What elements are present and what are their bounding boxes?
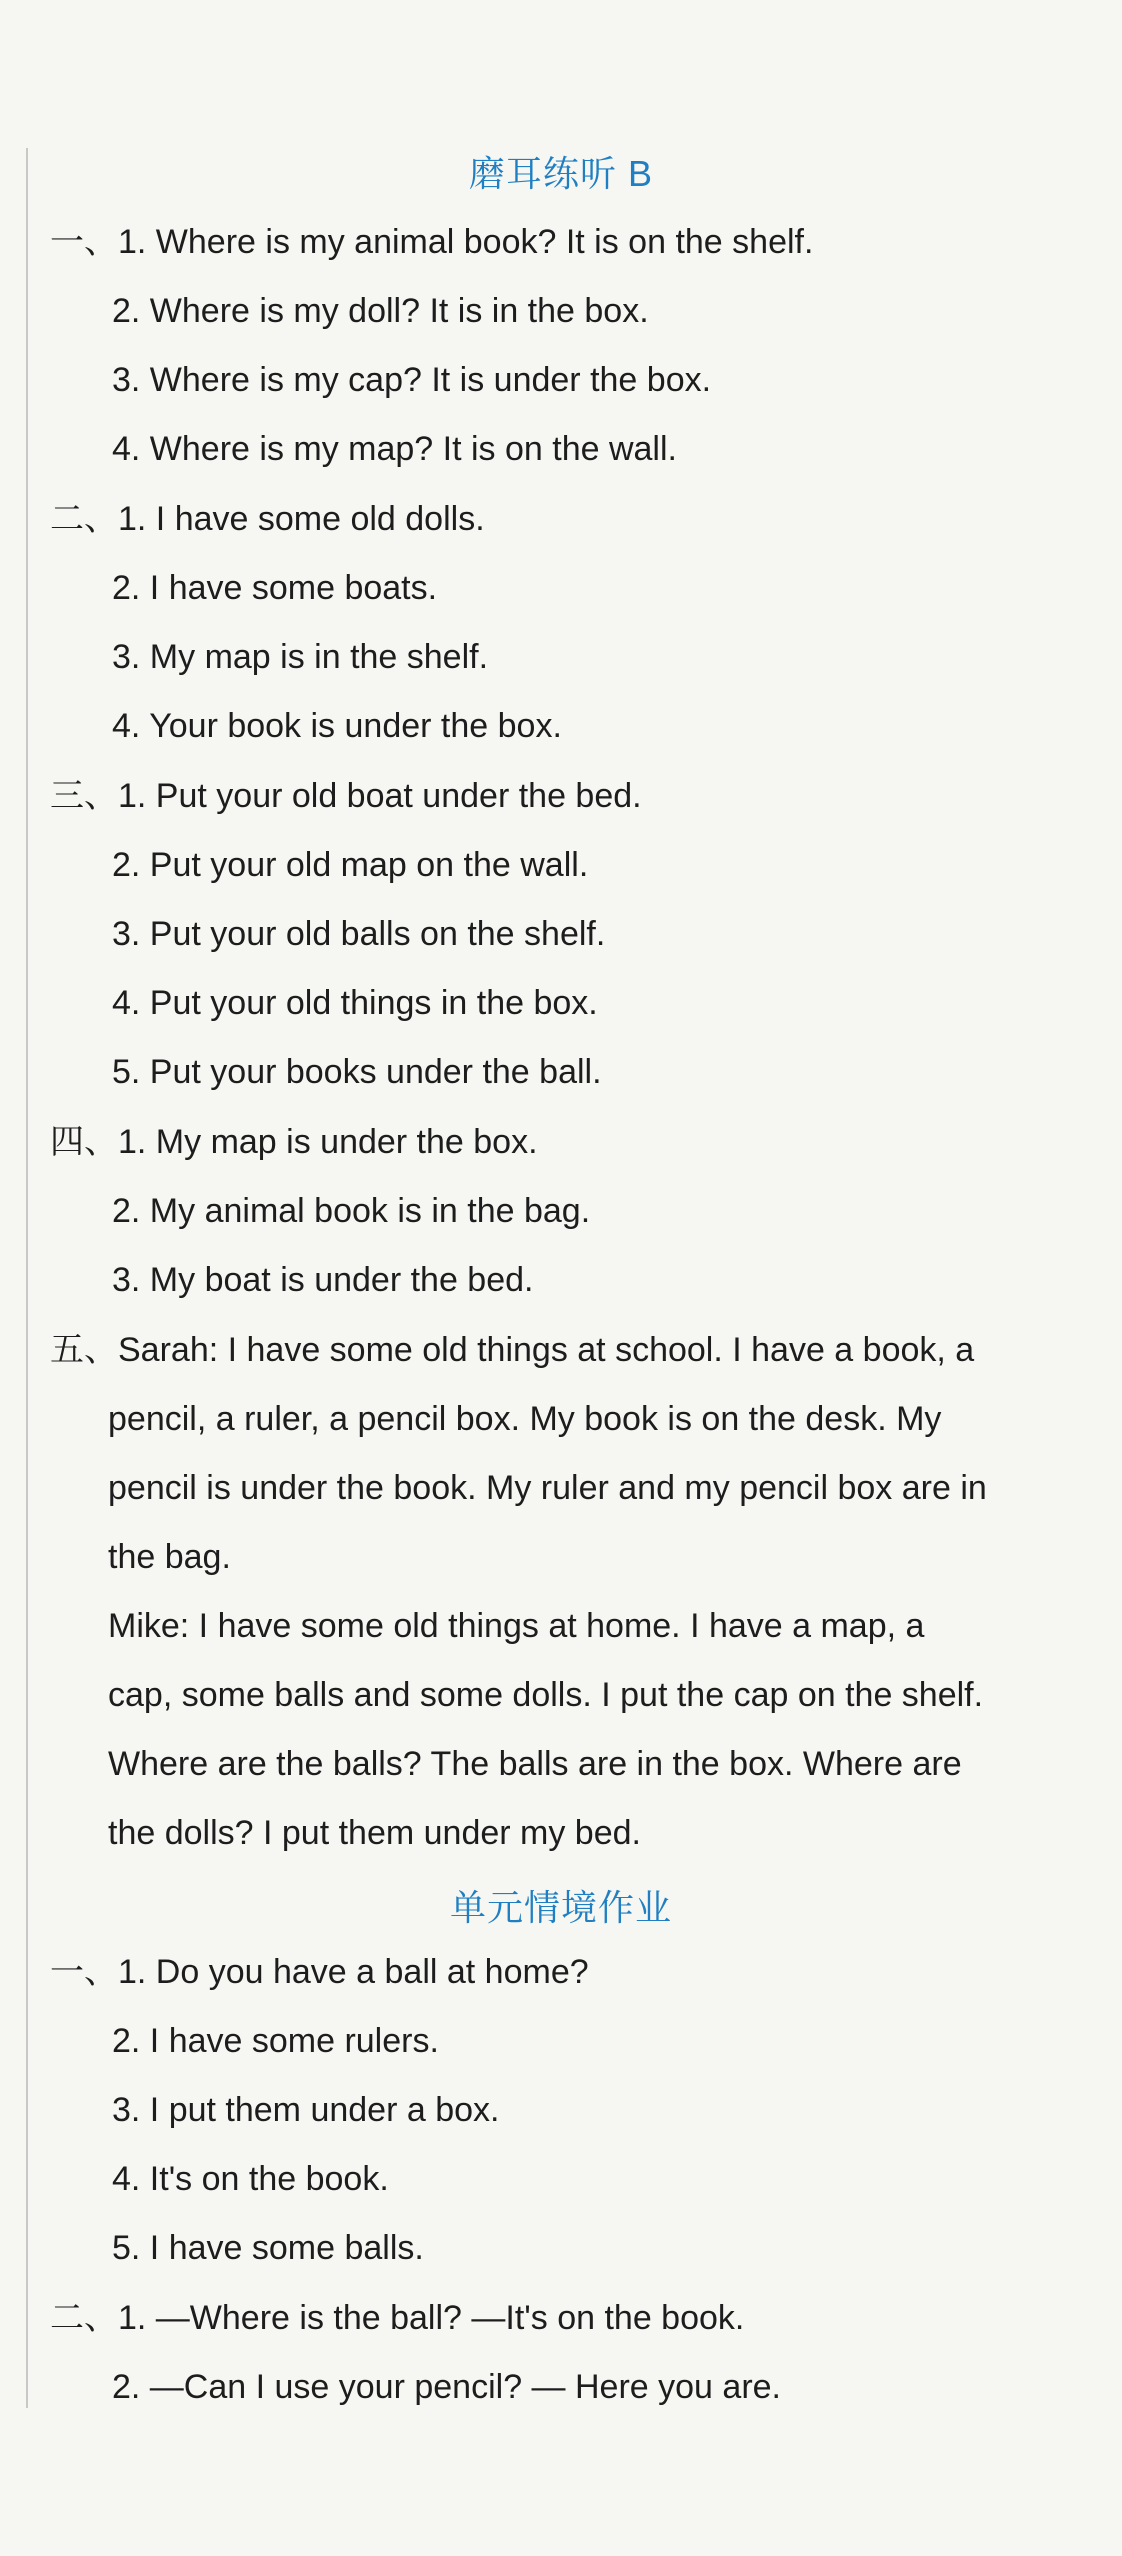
s1-q5-sarah-line-1: 五、Sarah: I have some old things at school. I have a book, a [50, 1331, 975, 1369]
s1-q3-item-3: 3. Put your old balls on the shelf. [112, 915, 606, 953]
s1-q5-sarah-line-2: pencil, a ruler, a pencil box. My book is on the desk. My [108, 1400, 942, 1438]
s2-q1-item-5: 5. I have some balls. [112, 2229, 424, 2267]
s1-q2-item-4: 4. Your book is under the box. [112, 707, 562, 745]
s1-q4-item-3: 3. My boat is under the bed. [112, 1261, 534, 1299]
s1-q4-item-1: 四、1. My map is under the box. [50, 1123, 538, 1161]
section-title-unit-homework: 单元情境作业 [449, 1887, 672, 1928]
s1-q1-item-2: 2. Where is my doll? It is in the box. [112, 292, 649, 330]
s1-q4-item-2: 2. My animal book is in the bag. [112, 1192, 591, 1230]
s2-q2-item-1: 二、1. —Where is the ball? —It's on the book. [50, 2299, 745, 2337]
s1-q1-item-1: 一、1. Where is my animal book? It is on the shelf. [50, 223, 814, 261]
s1-q5-sarah-line-3: pencil is under the book. My ruler and my pencil box are in [108, 1469, 987, 1507]
s1-q1-item-3: 3. Where is my cap? It is under the box. [112, 361, 712, 399]
s1-q3-item-4: 4. Put your old things in the box. [112, 984, 598, 1022]
s2-q2-item-2: 2. —Can I use your pencil? — Here you are. [112, 2368, 781, 2406]
s1-q3-item-1: 三、1. Put your old boat under the bed. [50, 777, 642, 815]
s1-q5-mike-line-1: Mike: I have some old things at home. I have a map, a [108, 1607, 925, 1645]
s2-q1-item-2: 2. I have some rulers. [112, 2022, 439, 2060]
s1-q5-sarah-line-4: the bag. [108, 1538, 231, 1576]
s1-q2-item-2: 2. I have some boats. [112, 569, 438, 607]
s1-q3-item-2: 2. Put your old map on the wall. [112, 846, 589, 884]
s1-q3-item-5: 5. Put your books under the ball. [112, 1053, 602, 1091]
s2-q1-item-3: 3. I put them under a box. [112, 2091, 500, 2129]
s1-q2-item-3: 3. My map is in the shelf. [112, 638, 489, 676]
s1-q1-item-4: 4. Where is my map? It is on the wall. [112, 430, 677, 468]
left-margin-rule [26, 148, 28, 2408]
s1-q2-item-1: 二、1. I have some old dolls. [50, 500, 485, 538]
s1-q5-mike-line-4: the dolls? I put them under my bed. [108, 1814, 641, 1852]
s2-q1-item-4: 4. It's on the book. [112, 2160, 389, 2198]
s2-q1-item-1: 一、1. Do you have a ball at home? [50, 1953, 589, 1991]
section-title-listening-b: 磨耳练听 B [468, 153, 653, 194]
s1-q5-mike-line-3: Where are the balls? The balls are in the box. Where are [108, 1745, 962, 1783]
s1-q5-mike-line-2: cap, some balls and some dolls. I put the cap on the shelf. [108, 1676, 984, 1714]
